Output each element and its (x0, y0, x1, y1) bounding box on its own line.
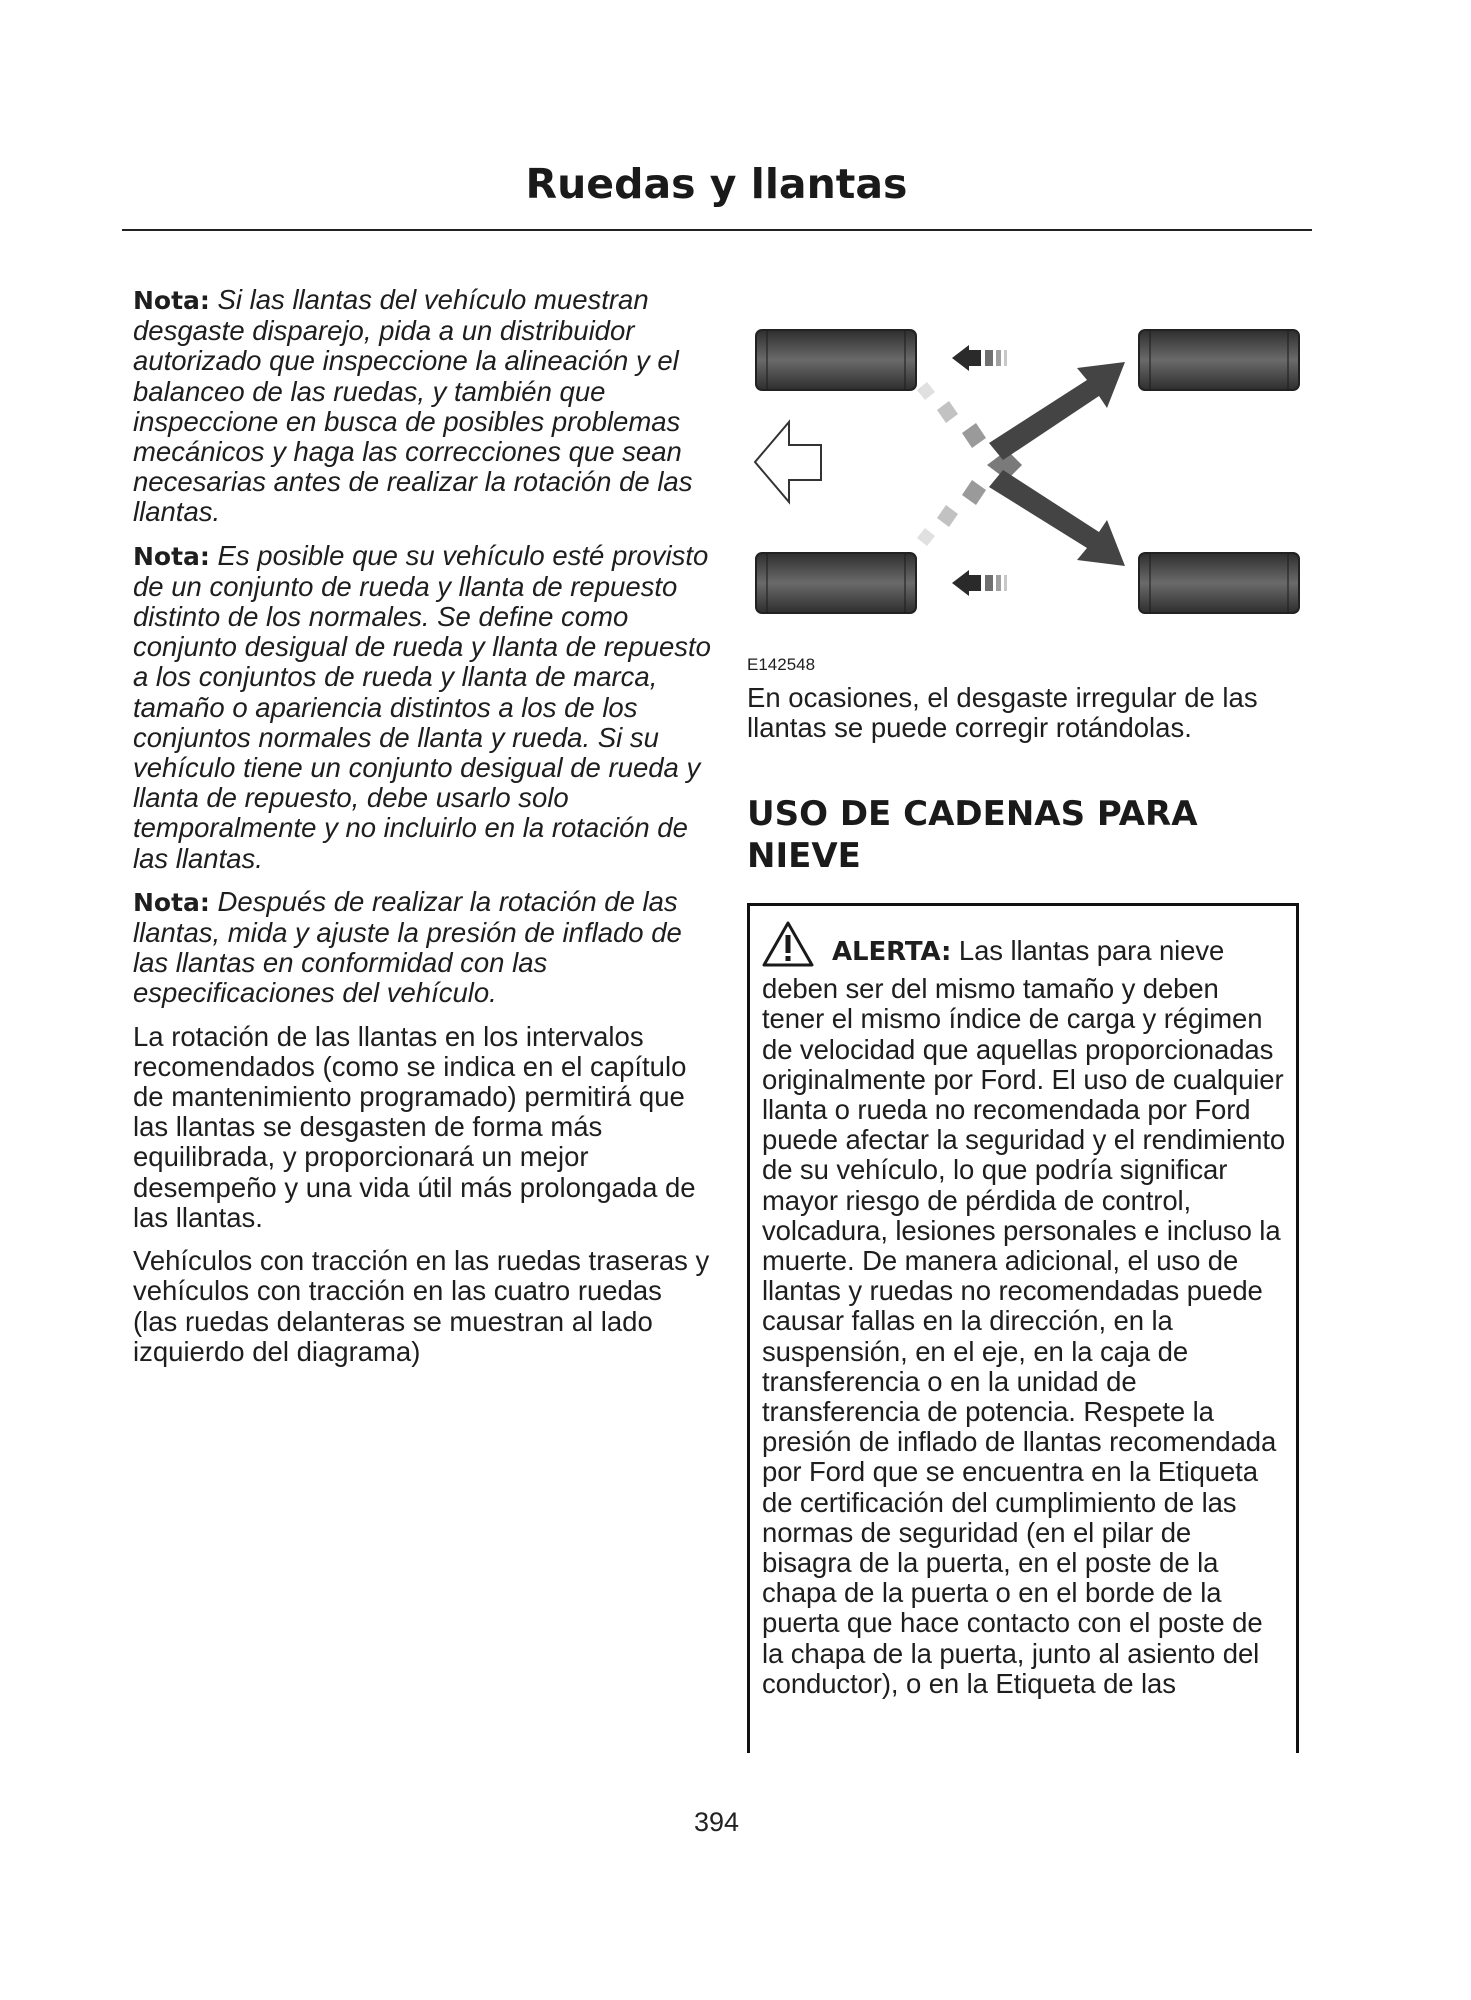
title-divider (122, 229, 1312, 231)
note-label: Nota: (133, 541, 210, 571)
arrow-diagonal-up-right (989, 362, 1125, 460)
cross-trail (917, 382, 1022, 546)
body-paragraph-rotation: La rotación de las llantas en los intervalos recomendados (como se indica en el capítulo de mantenimiento programado) permitirá que las llantas se desgasten de forma más equilibrada, y proporcionará un mejor desempeño y una vida útil más prolongada de las llantas. (133, 1020, 696, 1233)
page-title: Ruedas y llantas (525, 160, 908, 208)
arrow-top-left (952, 345, 1007, 371)
front-direction-arrow-icon (755, 422, 821, 502)
section-heading: USO DE CADENAS PARA NIEVE (747, 794, 1198, 877)
figure-caption: En ocasiones, el desgaste irregular de las llantas se puede corregir rotándolas. (747, 682, 1258, 744)
note-paragraph-3 (133, 887, 713, 1009)
tire-rotation-diagram (747, 300, 1307, 645)
note-text: Si las llantas del vehículo muestran desgaste disparejo, pida a un distribuidor autorizado que inspeccione la alineación y el balanceo de las ruedas, y también que inspeccione en busca de posibles problemas mecánicos y haga las correcciones que sean necesarias antes de realizar la rotación de las llantas. (133, 284, 693, 528)
warning-triangle-icon (762, 920, 814, 974)
right-column (747, 300, 1307, 877)
arrow-bottom-left (952, 570, 1007, 596)
note-label: Nota: (133, 887, 210, 917)
alert-label: ALERTA: (832, 937, 952, 967)
page-number: 394 (693, 1807, 740, 1837)
tire-rear-left-top (1139, 330, 1299, 390)
note-label: Nota: (133, 286, 210, 315)
alert-text: Las llantas para nieve deben ser del mismo tamaño y deben tener el mismo índice de carga y régimen de velocidad que aquellas proporcionadas originalmente por Ford. El uso de cualquier llanta o rueda no recomendada por Ford puede afectar la seguridad y el rendimiento de su vehículo, lo que podría significar mayor riesgo de pérdida de control, volcadura, lesiones personales e incluso la muerte. De manera adicional, el uso de llantas y ruedas no recomendadas puede causar fallas en la dirección, en la suspensión, en el eje, en la caja de transferencia o en la unidad de transferencia de potencia. Respete la presión de inflado de llantas recomendada por Ford que se encuentra en la Etiqueta de certificación del cumplimiento de las normas de seguridad (en el pilar de bisagra de la puerta, en el poste de la chapa de la puerta o en el borde de la puerta que hace contacto con el poste de la chapa de la puerta, junto al asiento del conductor), o en la Etiqueta de las (762, 935, 1286, 1699)
tire-front-left (756, 330, 916, 390)
warning-box (747, 903, 1299, 1753)
left-column (133, 285, 713, 1380)
arrow-diagonal-down-right (989, 470, 1125, 566)
note-paragraph-2 (133, 541, 713, 874)
figure-code: E142548 (747, 655, 816, 674)
tire-rear-right-bottom (1139, 553, 1299, 613)
note-text: Es posible que su vehículo esté provisto de un conjunto de rueda y llanta de repuesto distinto de los normales. Se define como conjunto desigual de rueda y llanta de repuesto a los conjuntos de rueda y llanta de marca, tamaño o apariencia distintos a los de los conjuntos normales de llanta y rueda. Si su vehículo tiene un conjunto desigual de rueda y llanta de repuesto, debe usarlo solo temporalmente y no incluirlo en la rotación de las llantas. (133, 539, 711, 874)
note-text: Después de realizar la rotación de las llantas, mida y ajuste la presión de inflado de las llantas en conformidad con las especificaciones del vehículo. (133, 885, 682, 1009)
note-paragraph-1 (133, 285, 713, 528)
tire-front-left-bottom (756, 553, 916, 613)
warning-text-block (762, 920, 1286, 1699)
body-paragraph-vehicles: Vehículos con tracción en las ruedas traseras y vehículos con tracción en las cuatro ruedas (las ruedas delanteras se muestran al lado izquierdo del diagrama) (133, 1245, 710, 1367)
